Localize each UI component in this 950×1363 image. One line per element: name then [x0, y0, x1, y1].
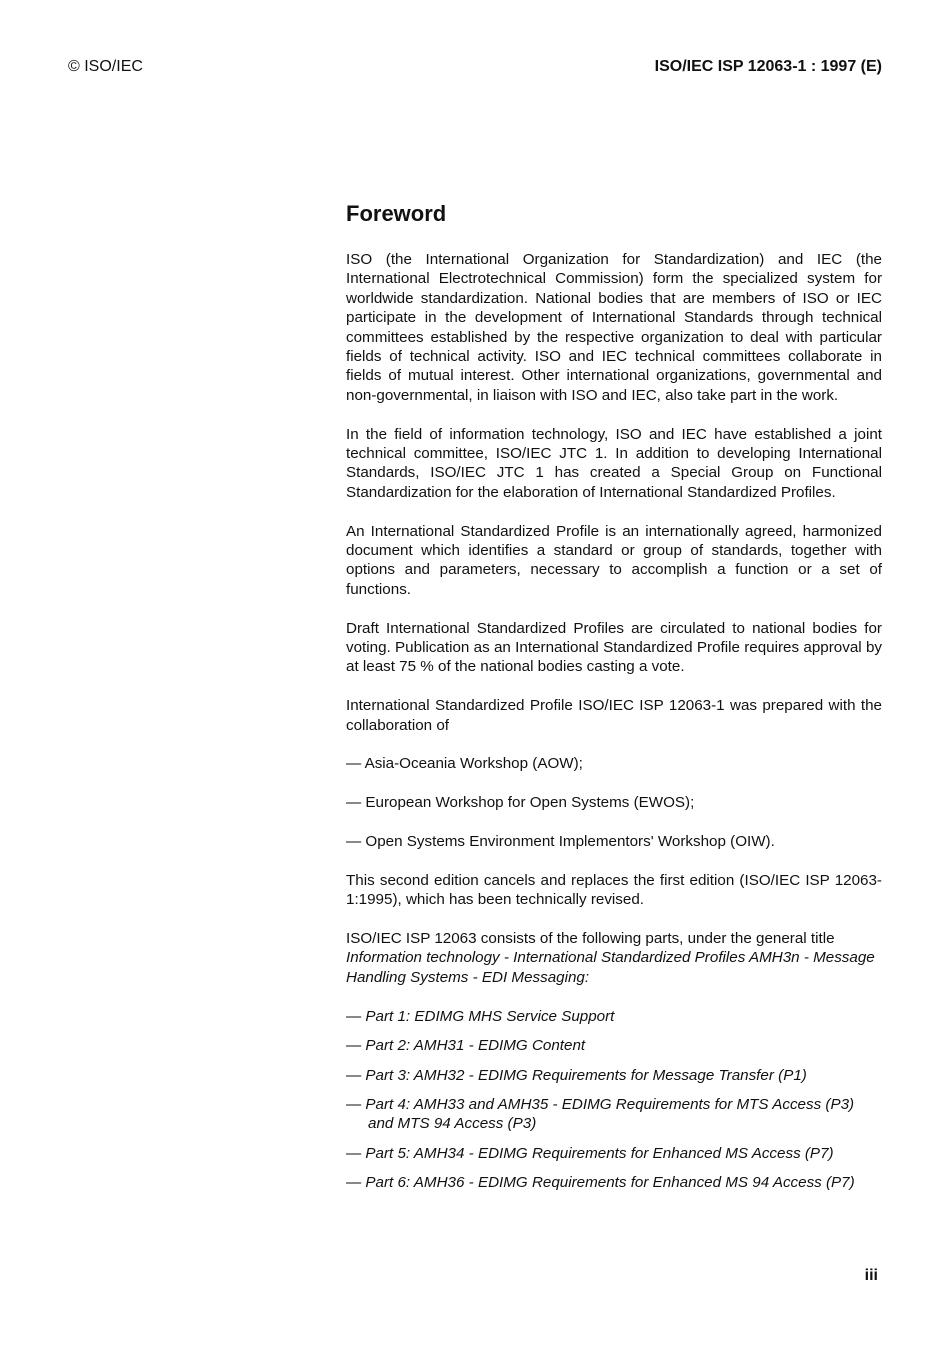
parts-list [346, 1007, 882, 1193]
list-item: — Part 3: AMH32 - EDIMG Requirements for Message Transfer (P1) [346, 1066, 807, 1084]
list-item: — Part 6: AMH36 - EDIMG Requirements for Enhanced MS 94 Access (P7) [346, 1174, 855, 1192]
foreword-section [346, 200, 882, 1203]
page-number: iii [864, 1267, 878, 1284]
header-copyright: © ISO/IEC [68, 58, 143, 75]
paragraph-2: In the field of information technology, ISO and IEC have established a joint technical committee, ISO/IEC JTC 1. In addition to developing International Standards, ISO/IEC JTC 1 has created a Special Group on Functional Standardization for the elaboration of International Standardized Profiles. [346, 425, 882, 501]
list-item: — Part 2: AMH31 - EDIMG Content [346, 1037, 586, 1055]
paragraph-1: ISO (the International Organization for Standardization) and IEC (the International Electrotechnical Commission) form the specialized system for worldwide standardization. National bodies that are members of ISO or IEC participate in the development of International Standards through technical committees established by the respective organization to deal with particular fields of technical activity. ISO and IEC technical committees collaborate in fields of mutual interest. Other international organizations, governmental and non-governmental, in liaison with ISO and IEC, also take part in the work. [346, 251, 882, 404]
page-title: Foreword [346, 201, 447, 226]
list-item: — Part 1: EDIMG MHS Service Support [346, 1007, 615, 1025]
header-document-id: ISO/IEC ISP 12063-1 : 1997 (E) [654, 58, 882, 75]
parts-intro: ISO/IEC ISP 12063 consists of the following parts, under the general title [346, 930, 835, 948]
list-item: — Part 4: AMH33 and AMH35 - EDIMG Requirements for MTS Access (P3) and MTS 94 Access (P3) [346, 1095, 855, 1133]
general-title-colon: : [584, 968, 590, 986]
list-item: — Part 5: AMH34 - EDIMG Requirements for Enhanced MS Access (P7) [346, 1144, 834, 1162]
general-title: Information technology - International Standardized Profiles AMH3n - Message Handling Systems - EDI Messaging [346, 949, 875, 986]
paragraph-5: International Standardized Profile ISO/IEC ISP 12063-1 was prepared with the collaboration of [346, 697, 882, 734]
paragraph-4: Draft International Standardized Profiles are circulated to national bodies for voting. Publication as an International Standardized Profile requires approval by at least 75 % of the national bodies casting a vote. [346, 619, 882, 676]
paragraph-7 [346, 929, 882, 987]
paragraph-6: This second edition cancels and replaces the first edition (ISO/IEC ISP 12063-1:1995), which has been technically revised. [346, 871, 882, 909]
workshop-item: — Asia-Oceania Workshop (AOW); [346, 755, 583, 773]
workshop-item: — European Workshop for Open Systems (EWOS); [346, 794, 695, 812]
workshop-item: — Open Systems Environment Implementors' Workshop (OIW). [346, 833, 775, 851]
paragraph-3: An International Standardized Profile is an internationally agreed, harmonized document which identifies a standard or group of standards, together with options and parameters, necessary to accomplish a function or a set of functions. [346, 522, 882, 598]
